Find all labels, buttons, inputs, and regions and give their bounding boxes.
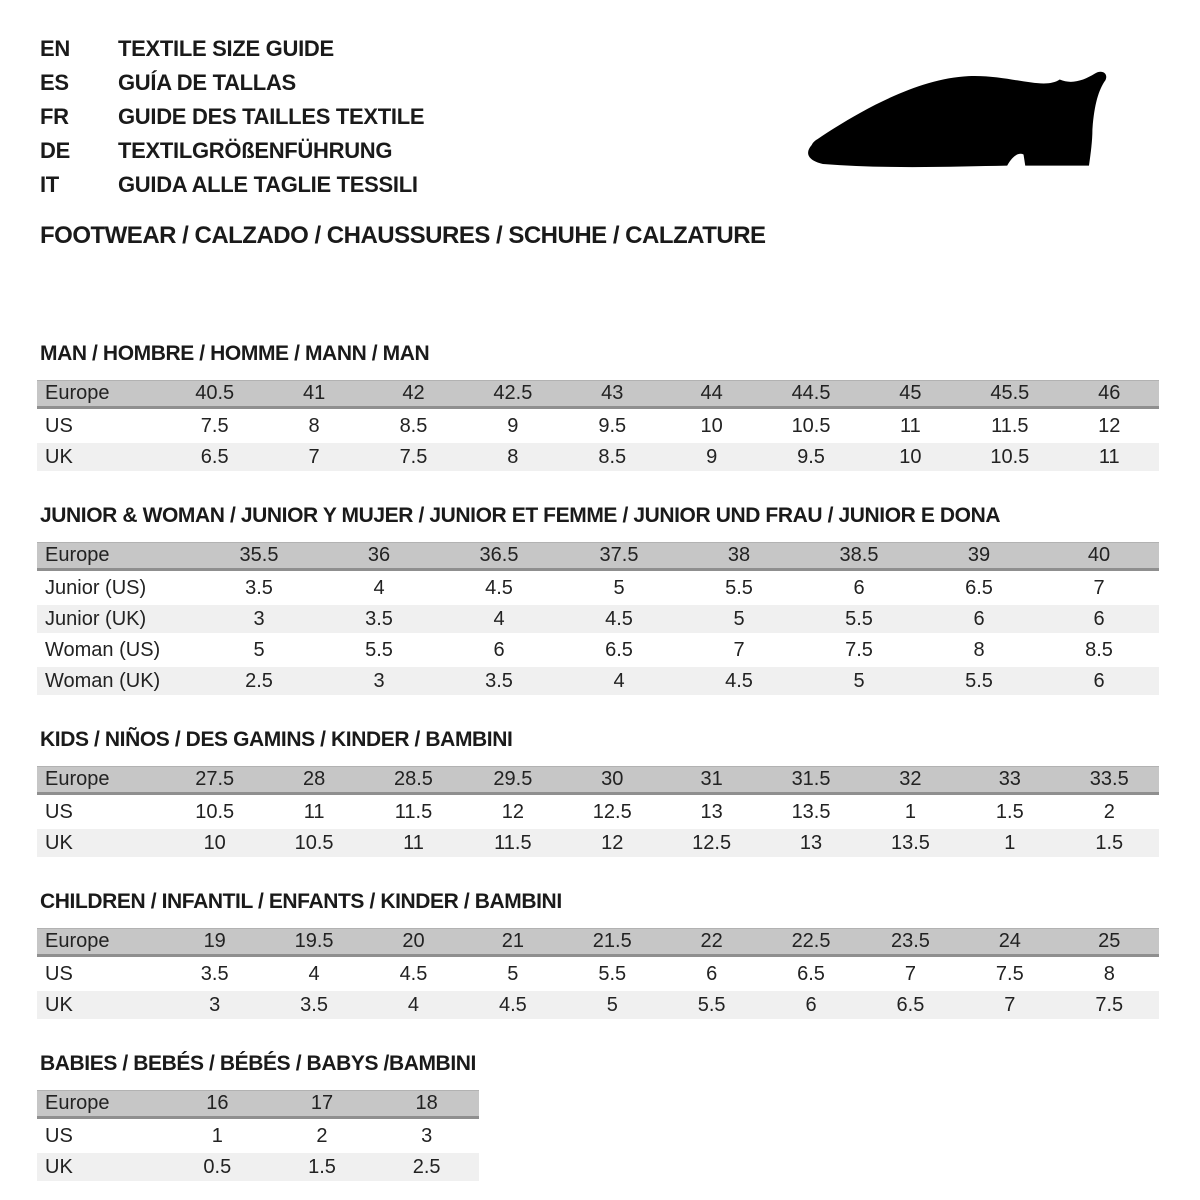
size-cell: 4 (559, 667, 679, 695)
size-cell: 1.5 (270, 1153, 375, 1181)
size-cell: 6 (919, 605, 1039, 633)
section-junior-woman (40, 504, 1162, 698)
size-cell: 42 (364, 380, 463, 409)
row-label: Junior (US) (37, 574, 199, 602)
man-title: MAN / HOMBRE / HOMME / MANN / MAN (40, 342, 430, 365)
size-cell: 9 (463, 412, 562, 440)
size-cell: 44.5 (761, 380, 860, 409)
row-label: Europe (37, 928, 165, 957)
size-cell: 12 (1060, 412, 1159, 440)
size-cell: 22 (662, 928, 761, 957)
size-cell: 13 (662, 798, 761, 826)
size-cell: 25 (1060, 928, 1159, 957)
size-cell: 4.5 (364, 960, 463, 988)
table-header-row (37, 542, 1159, 571)
size-cell: 1.5 (1060, 829, 1159, 857)
size-cell: 23.5 (861, 928, 960, 957)
size-cell: 6 (439, 636, 559, 664)
size-cell: 5 (799, 667, 919, 695)
size-cell: 7 (861, 960, 960, 988)
size-row (37, 1153, 479, 1181)
size-cell: 32 (861, 766, 960, 795)
size-cell: 7.5 (364, 443, 463, 471)
size-cell: 1.5 (960, 798, 1059, 826)
size-cell: 5.5 (919, 667, 1039, 695)
size-row (37, 605, 1159, 633)
size-cell: 8.5 (563, 443, 662, 471)
size-cell: 9.5 (563, 412, 662, 440)
size-cell: 8 (264, 412, 363, 440)
section-babies (40, 1052, 1162, 1184)
row-label: Woman (US) (37, 636, 199, 664)
size-cell: 3.5 (319, 605, 439, 633)
size-row (37, 991, 1159, 1019)
size-row (37, 667, 1159, 695)
row-label: US (37, 412, 165, 440)
size-cell: 8 (1060, 960, 1159, 988)
category-heading: FOOTWEAR / CALZADO / CHAUSSURES / SCHUHE / CALZATURE (40, 222, 766, 249)
row-label: UK (37, 829, 165, 857)
row-label: US (37, 960, 165, 988)
size-cell: 7 (960, 991, 1059, 1019)
section-children (40, 890, 1162, 1022)
size-cell: 33.5 (1060, 766, 1159, 795)
language-code: EN (40, 36, 70, 61)
row-label: US (37, 798, 165, 826)
size-cell: 7 (679, 636, 799, 664)
size-row (37, 798, 1159, 826)
size-tables-container (40, 342, 1162, 1184)
size-cell: 7.5 (799, 636, 919, 664)
size-cell: 11 (1060, 443, 1159, 471)
size-cell: 3.5 (199, 574, 319, 602)
size-cell: 5.5 (679, 574, 799, 602)
size-cell: 4.5 (559, 605, 679, 633)
size-cell: 13.5 (861, 829, 960, 857)
size-cell: 6.5 (919, 574, 1039, 602)
size-cell: 7 (1039, 574, 1159, 602)
size-cell: 12.5 (563, 798, 662, 826)
language-title: GUÍA DE TALLAS (118, 70, 296, 95)
size-cell: 22.5 (761, 928, 860, 957)
row-label: Europe (37, 1090, 165, 1119)
kids-title: KIDS / NIÑOS / DES GAMINS / KINDER / BAMBINI (40, 728, 513, 751)
size-cell: 38 (679, 542, 799, 571)
size-cell: 7 (264, 443, 363, 471)
language-code: ES (40, 70, 69, 95)
size-cell: 36.5 (439, 542, 559, 571)
row-label: UK (37, 443, 165, 471)
size-cell: 7.5 (165, 412, 264, 440)
size-cell: 3.5 (165, 960, 264, 988)
size-cell: 46 (1060, 380, 1159, 409)
size-cell: 24 (960, 928, 1059, 957)
size-cell: 10 (861, 443, 960, 471)
size-cell: 3 (165, 991, 264, 1019)
size-cell: 11.5 (960, 412, 1059, 440)
size-cell: 40 (1039, 542, 1159, 571)
size-cell: 4.5 (463, 991, 562, 1019)
size-cell: 11 (264, 798, 363, 826)
language-code: IT (40, 172, 59, 197)
size-cell: 42.5 (463, 380, 562, 409)
size-cell: 7.5 (1060, 991, 1159, 1019)
size-cell: 30 (563, 766, 662, 795)
row-label: Woman (UK) (37, 667, 199, 695)
table-header-row (37, 380, 1159, 409)
babies-table (37, 1087, 479, 1184)
size-cell: 2 (1060, 798, 1159, 826)
size-cell: 2 (270, 1122, 375, 1150)
size-row (37, 443, 1159, 471)
size-cell: 5.5 (563, 960, 662, 988)
size-cell: 44 (662, 380, 761, 409)
size-row (37, 960, 1159, 988)
size-cell: 3 (374, 1122, 479, 1150)
junior-woman-table (37, 539, 1159, 698)
size-cell: 9.5 (761, 443, 860, 471)
size-cell: 6.5 (861, 991, 960, 1019)
row-label: UK (37, 991, 165, 1019)
size-cell: 27.5 (165, 766, 264, 795)
size-cell: 10.5 (960, 443, 1059, 471)
size-cell: 6 (799, 574, 919, 602)
size-cell: 4 (319, 574, 439, 602)
size-cell: 21 (463, 928, 562, 957)
size-cell: 11 (364, 829, 463, 857)
size-cell: 7.5 (960, 960, 1059, 988)
row-label: US (37, 1122, 165, 1150)
size-cell: 3.5 (439, 667, 559, 695)
size-cell: 20 (364, 928, 463, 957)
babies-title: BABIES / BEBÉS / BÉBÉS / BABYS /BAMBINI (40, 1052, 476, 1075)
size-cell: 10.5 (264, 829, 363, 857)
size-cell: 39 (919, 542, 1039, 571)
size-cell: 3 (199, 605, 319, 633)
size-cell: 11.5 (364, 798, 463, 826)
size-cell: 28 (264, 766, 363, 795)
size-cell: 31 (662, 766, 761, 795)
size-cell: 13.5 (761, 798, 860, 826)
size-cell: 38.5 (799, 542, 919, 571)
size-cell: 8 (463, 443, 562, 471)
size-cell: 35.5 (199, 542, 319, 571)
size-cell: 37.5 (559, 542, 679, 571)
size-cell: 0.5 (165, 1153, 270, 1181)
size-cell: 41 (264, 380, 363, 409)
size-cell: 8.5 (364, 412, 463, 440)
size-row (37, 829, 1159, 857)
size-cell: 43 (563, 380, 662, 409)
row-label: Europe (37, 766, 165, 795)
size-row (37, 574, 1159, 602)
size-cell: 6.5 (559, 636, 679, 664)
size-cell: 5 (199, 636, 319, 664)
size-cell: 6.5 (165, 443, 264, 471)
size-cell: 10 (165, 829, 264, 857)
size-row (37, 1122, 479, 1150)
size-cell: 28.5 (364, 766, 463, 795)
man-table (37, 377, 1159, 474)
language-code: FR (40, 104, 69, 129)
row-label: Europe (37, 542, 199, 571)
size-cell: 6 (1039, 605, 1159, 633)
size-cell: 6 (761, 991, 860, 1019)
size-cell: 8.5 (1039, 636, 1159, 664)
size-cell: 4 (264, 960, 363, 988)
size-cell: 2.5 (199, 667, 319, 695)
size-cell: 21.5 (563, 928, 662, 957)
size-cell: 3 (319, 667, 439, 695)
size-cell: 16 (165, 1090, 270, 1119)
language-title: TEXTILE SIZE GUIDE (118, 36, 334, 61)
size-cell: 12 (463, 798, 562, 826)
language-title: TEXTILGRÖßENFÜHRUNG (118, 138, 393, 163)
size-cell: 1 (165, 1122, 270, 1150)
row-label: UK (37, 1153, 165, 1181)
children-table (37, 925, 1159, 1022)
size-cell: 33 (960, 766, 1059, 795)
table-header-row (37, 766, 1159, 795)
kids-table (37, 763, 1159, 860)
size-cell: 4 (439, 605, 559, 633)
size-cell: 13 (761, 829, 860, 857)
size-cell: 18 (374, 1090, 479, 1119)
size-cell: 6 (1039, 667, 1159, 695)
size-cell: 9 (662, 443, 761, 471)
size-cell: 5 (679, 605, 799, 633)
size-cell: 11 (861, 412, 960, 440)
size-cell: 4 (364, 991, 463, 1019)
size-row (37, 412, 1159, 440)
size-row (37, 636, 1159, 664)
size-cell: 36 (319, 542, 439, 571)
size-cell: 10 (662, 412, 761, 440)
table-header-row (37, 928, 1159, 957)
size-cell: 12.5 (662, 829, 761, 857)
size-cell: 6.5 (761, 960, 860, 988)
size-cell: 19.5 (264, 928, 363, 957)
children-title: CHILDREN / INFANTIL / ENFANTS / KINDER / BAMBINI (40, 890, 562, 913)
table-header-row (37, 1090, 479, 1119)
section-man (40, 342, 1162, 474)
size-cell: 40.5 (165, 380, 264, 409)
size-cell: 5.5 (662, 991, 761, 1019)
size-cell: 4.5 (439, 574, 559, 602)
size-cell: 5 (563, 991, 662, 1019)
language-title: GUIDE DES TAILLES TEXTILE (118, 104, 425, 129)
size-cell: 19 (165, 928, 264, 957)
junior-woman-title: JUNIOR & WOMAN / JUNIOR Y MUJER / JUNIOR ET FEMME / JUNIOR UND FRAU / JUNIOR E DONA (40, 504, 1001, 527)
size-cell: 11.5 (463, 829, 562, 857)
size-cell: 6 (662, 960, 761, 988)
row-label: Junior (UK) (37, 605, 199, 633)
size-cell: 10.5 (761, 412, 860, 440)
size-cell: 29.5 (463, 766, 562, 795)
language-title: GUIDA ALLE TAGLIE TESSILI (118, 172, 418, 197)
language-code: DE (40, 138, 70, 163)
size-cell: 8 (919, 636, 1039, 664)
size-cell: 3.5 (264, 991, 363, 1019)
size-cell: 1 (861, 798, 960, 826)
size-cell: 5.5 (319, 636, 439, 664)
size-cell: 5.5 (799, 605, 919, 633)
size-cell: 5 (463, 960, 562, 988)
size-cell: 12 (563, 829, 662, 857)
size-cell: 45 (861, 380, 960, 409)
shoe-icon (790, 52, 1152, 207)
size-cell: 45.5 (960, 380, 1059, 409)
size-cell: 31.5 (761, 766, 860, 795)
size-cell: 4.5 (679, 667, 799, 695)
size-cell: 2.5 (374, 1153, 479, 1181)
row-label: Europe (37, 380, 165, 409)
size-cell: 17 (270, 1090, 375, 1119)
size-cell: 5 (559, 574, 679, 602)
size-cell: 1 (960, 829, 1059, 857)
section-kids (40, 728, 1162, 860)
size-cell: 10.5 (165, 798, 264, 826)
